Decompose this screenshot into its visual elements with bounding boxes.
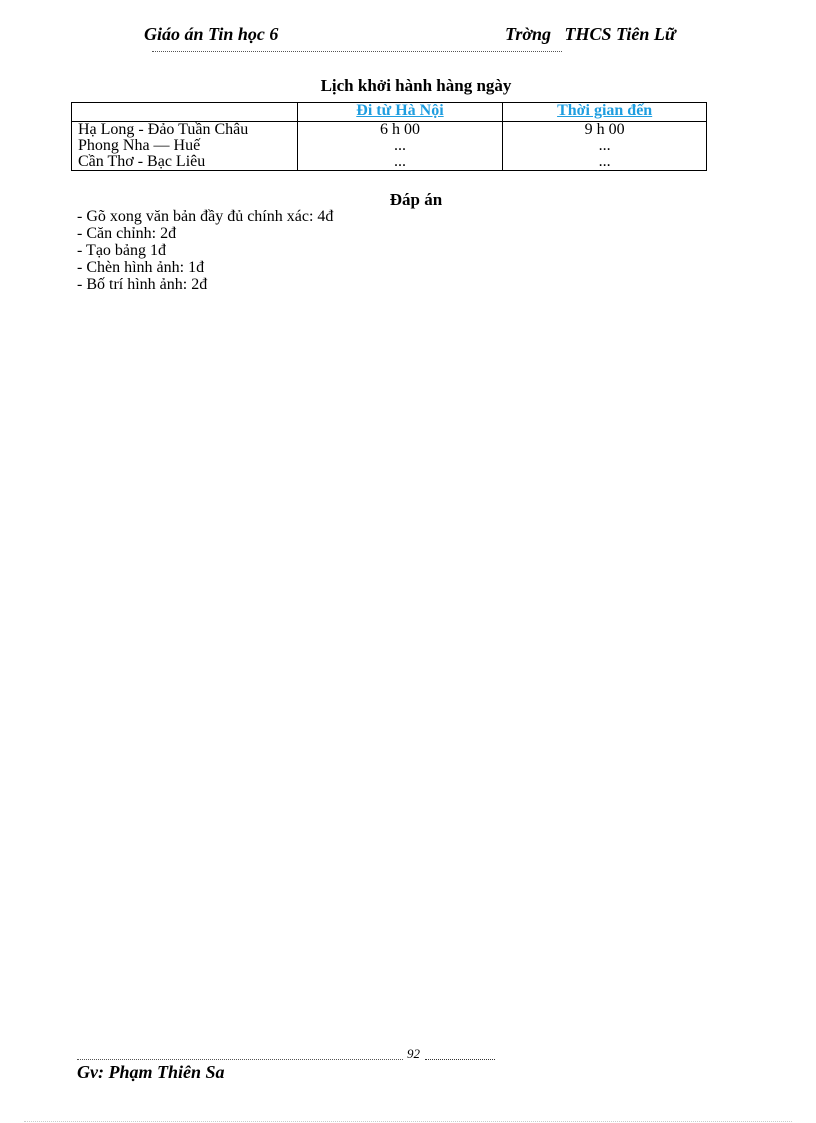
table-header-cell: Đi từ Hà Nội	[297, 103, 503, 122]
header-school: Trờng THCS Tiên Lữ	[505, 24, 676, 44]
table-row	[72, 122, 707, 139]
footer-divider	[77, 1059, 403, 1060]
table-row	[72, 138, 707, 154]
table-cell-departure: 6 h 00	[297, 122, 503, 139]
schedule-title: Lịch khởi hành hàng ngày	[320, 76, 512, 95]
footer-author: Gv: Phạm Thiên Sa	[77, 1062, 225, 1082]
header-divider	[152, 51, 562, 52]
list-item: - Gõ xong văn bản đầy đủ chính xác: 4đ	[77, 208, 334, 225]
table-cell-departure: ...	[297, 138, 503, 154]
page-edge	[24, 1121, 792, 1122]
page-number: 92	[407, 1046, 420, 1061]
table-cell-departure: ...	[297, 154, 503, 171]
list-item: - Bố trí hình ảnh: 2đ	[77, 276, 208, 293]
table-cell-arrival: 9 h 00	[503, 122, 707, 139]
list-item: - Căn chỉnh: 2đ	[77, 225, 177, 242]
answer-list	[77, 208, 333, 293]
table-cell-arrival: ...	[503, 154, 707, 171]
table-cell-route: Cần Thơ - Bạc Liêu	[72, 154, 298, 171]
table-header-cell	[72, 103, 298, 122]
list-item: - Chèn hình ảnh: 1đ	[77, 259, 205, 276]
footer-divider	[425, 1059, 495, 1060]
table-cell-route: Hạ Long - Đảo Tuần Châu	[72, 122, 298, 139]
table-row	[72, 154, 707, 171]
table-header-cell: Thời gian đến	[503, 103, 707, 122]
list-item: - Tạo bảng 1đ	[77, 242, 167, 259]
answer-title: Đáp án	[389, 190, 443, 209]
header-subject: Giáo án Tin học 6	[144, 24, 279, 44]
table-cell-arrival: ...	[503, 138, 707, 154]
table-header-row	[72, 103, 707, 122]
schedule-table	[71, 102, 707, 171]
table-cell-route: Phong Nha — Huế	[72, 138, 298, 154]
